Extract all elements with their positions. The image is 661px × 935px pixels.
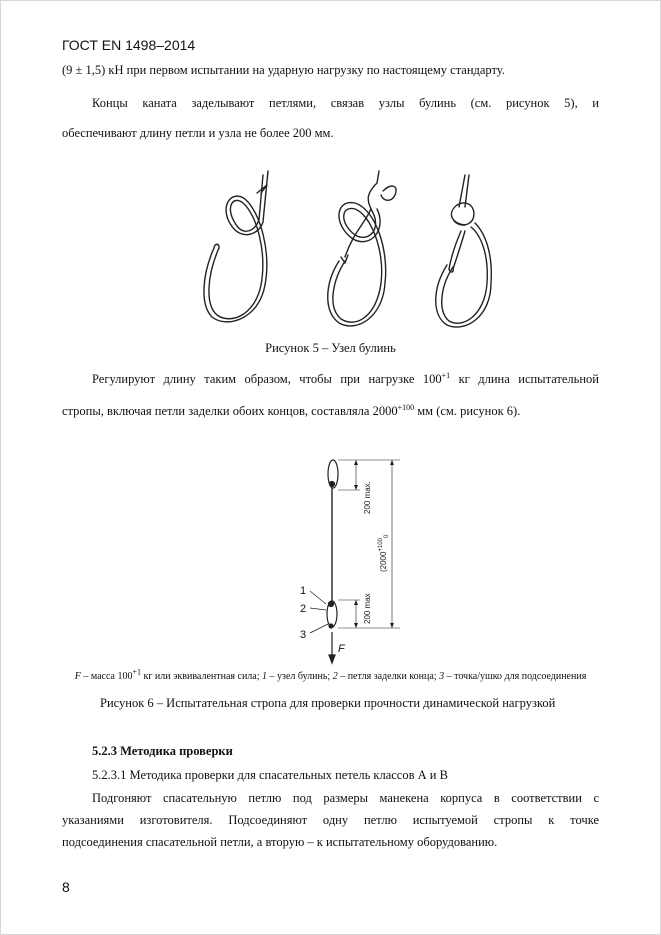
callout-1: 1 — [300, 585, 307, 597]
paragraph-loops-line1: Концы каната заделывают петлями, связав узлы булинь (см. рисунок 5), и — [92, 96, 599, 110]
test-sling-figure — [290, 452, 430, 667]
paragraph-fit-line1: Подгоняют спасательную петлю под размеры манекена корпуса в соответствии с — [92, 791, 599, 805]
paragraph-fit-line2: указаниями изготовителя. Подсоединяют одну петлю испытуемой стропы к точке — [62, 813, 599, 827]
paragraph-method: 5.2.3.1 Методика проверки для спасательных петель классов А и В — [92, 768, 448, 782]
dim-bottom-loop: 200 max — [363, 593, 372, 624]
paragraph-load: (9 ± 1,5) кН при первом испытании на ударную нагрузку по настоящему стандарту. — [62, 63, 505, 77]
dim-top-loop: 200 max. — [363, 481, 372, 514]
figure6-legend: F – масса $100^{+1}$ кг или эквивалентная сила; 1 – узел булинь; 2 – петля заделки конца; 3 – точка/ушко для подсоединения — [74, 667, 587, 682]
bowline-step-1 — [204, 171, 268, 322]
paragraph-adjust-line2: стропы, включая петли заделки обоих концов, составляла $2000^{+100}$ мм (см. рисунок 6). — [62, 402, 521, 418]
figure5-caption: Рисунок 5 – Узел булинь — [265, 341, 396, 355]
bowline-step-2 — [328, 171, 396, 326]
document-header: ГОСТ EN 1498–2014 — [62, 37, 196, 53]
dim-total-length: ($2000^{+100}_0$ — [378, 534, 390, 572]
paragraph-fit-line3: подсоединения спасательной петли, а вторую – к испытательному оборудованию. — [62, 835, 498, 849]
page-number: 8 — [62, 879, 70, 895]
paragraph-loops-line2: обеспечивают длину петли и узла не более 200 мм. — [62, 126, 334, 140]
figure6-caption: Рисунок 6 – Испытательная стропа для проверки прочности динамической нагрузкой — [100, 696, 556, 710]
callout-3: 3 — [300, 629, 307, 641]
force-label: F — [338, 643, 345, 655]
paragraph-adjust-line1: Регулируют длину таким образом, чтобы при нагрузке $100^{+1}$ кг длина испытательной — [92, 370, 600, 386]
bowline-step-3 — [436, 175, 492, 327]
bowline-knot-figure — [195, 165, 505, 330]
callout-2: 2 — [300, 603, 307, 615]
section-heading: 5.2.3 Методика проверки — [92, 744, 233, 758]
